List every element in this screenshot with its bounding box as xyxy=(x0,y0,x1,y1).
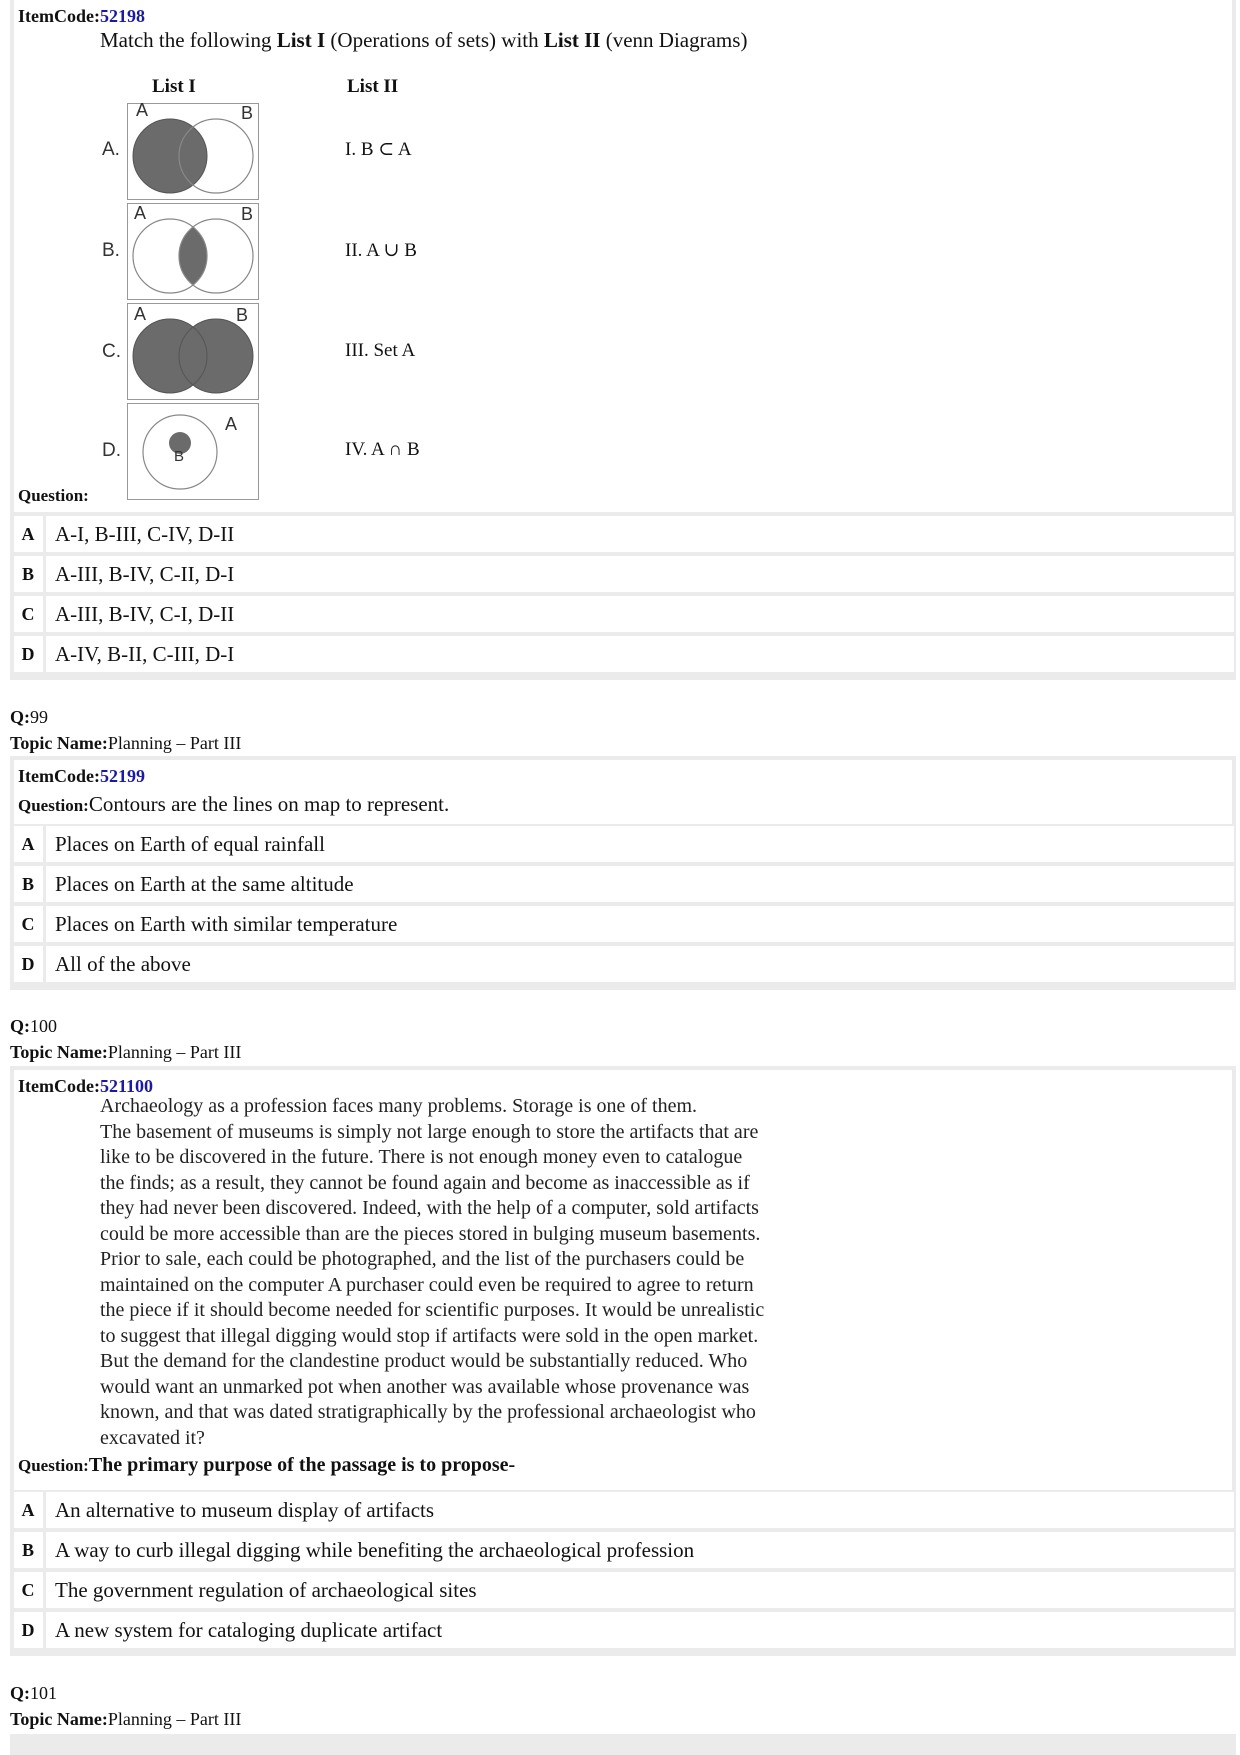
question-row xyxy=(18,1454,515,1477)
topic-name xyxy=(10,1042,241,1063)
venn-intersection-icon xyxy=(128,204,258,299)
option-letter: D xyxy=(21,954,35,974)
passage-line: the piece if it should become needed for scientific purposes. It would be unrealistic xyxy=(100,1299,765,1321)
q-label: Q: xyxy=(10,1016,30,1036)
option-d[interactable] xyxy=(14,946,1234,982)
option-text: A-I, B-III, C-IV, D-II xyxy=(55,522,235,546)
match-instruction xyxy=(100,28,747,53)
option-text: An alternative to museum display of artifacts xyxy=(55,1498,435,1522)
option-text: Places on Earth at the same altitude xyxy=(55,872,354,896)
reading-passage xyxy=(100,1094,840,1451)
question-block-101 xyxy=(10,1734,1236,1755)
option-text: Places on Earth with similar temperature xyxy=(55,912,398,936)
passage-line: maintained on the computer A purchaser could even be required to agree to return xyxy=(100,1273,754,1296)
row-label-a: A. xyxy=(102,139,120,160)
option-b[interactable] xyxy=(14,866,1234,902)
topic-value: Planning – Part III xyxy=(107,1042,242,1062)
instruction-text: Match the following xyxy=(100,28,277,52)
option-letter: B xyxy=(21,564,34,584)
topic-name xyxy=(10,733,241,754)
venn-label-b: B xyxy=(241,204,254,224)
list2-header: List II xyxy=(347,76,399,97)
option-text: A-III, B-IV, C-I, D-II xyxy=(55,602,235,626)
instruction-list2: List II xyxy=(543,28,601,52)
option-a[interactable] xyxy=(14,516,1234,552)
option-c[interactable] xyxy=(14,1572,1234,1608)
list2-item-1: I. B ⊂ A xyxy=(345,139,412,160)
list2-item-3: III. Set A xyxy=(345,340,416,361)
passage-line: The basement of museums is simply not large enough to store the artifacts that are xyxy=(100,1120,759,1143)
option-a[interactable] xyxy=(14,826,1234,862)
option-c[interactable] xyxy=(14,596,1234,632)
instruction-list1: List I xyxy=(276,28,326,52)
venn-label-a: A xyxy=(134,304,147,324)
question-row xyxy=(18,792,449,817)
option-text: A way to curb illegal digging while benefiting the archaeological profession xyxy=(55,1538,695,1562)
option-text: The government regulation of archaeological sites xyxy=(55,1578,477,1602)
passage-line: like to be discovered in the future. There is not enough money even to catalogue xyxy=(100,1146,743,1168)
question-text: The primary purpose of the passage is to propose- xyxy=(88,1454,516,1476)
option-letter: C xyxy=(21,1580,35,1600)
venn-label-b: B xyxy=(174,448,185,465)
list1-header: List I xyxy=(152,76,196,97)
item-code-value: 52198 xyxy=(99,6,145,26)
question-label: Question: xyxy=(18,486,89,505)
row-label-d: D. xyxy=(102,440,121,461)
row-label-c: C. xyxy=(102,341,121,362)
venn-subset-icon xyxy=(128,404,258,499)
topic-value: Planning – Part III xyxy=(107,1709,242,1729)
list2-item-2: II. A ∪ B xyxy=(345,240,417,261)
topic-label: Topic Name: xyxy=(10,1042,108,1062)
option-text: A-IV, B-II, C-III, D-I xyxy=(55,642,235,666)
question-label: Question: xyxy=(18,796,89,815)
option-text: All of the above xyxy=(55,952,191,976)
q-label: Q: xyxy=(10,707,30,727)
row-label-b: B. xyxy=(102,240,120,261)
venn-diagram-b xyxy=(127,203,259,300)
instruction-text-post: (venn Diagrams) xyxy=(600,28,748,52)
topic-value: Planning – Part III xyxy=(107,733,242,753)
item-code xyxy=(18,766,145,787)
venn-label-a: A xyxy=(225,414,238,434)
question-number xyxy=(10,707,48,728)
question-number xyxy=(10,1016,57,1037)
venn-label-b: B xyxy=(236,305,249,325)
passage-line: Archaeology as a profession faces many problems. Storage is one of them. xyxy=(100,1095,698,1117)
option-text: A-III, B-IV, C-II, D-I xyxy=(55,562,235,586)
option-d[interactable] xyxy=(14,636,1234,672)
topic-label: Topic Name: xyxy=(10,1709,108,1729)
item-code-value: 52199 xyxy=(99,766,145,786)
passage-line: they had never been discovered. Indeed, with the help of a computer, sold artifacts xyxy=(100,1197,759,1219)
option-c[interactable] xyxy=(14,906,1234,942)
q-number: 99 xyxy=(30,707,48,727)
venn-diagram-d xyxy=(127,403,259,500)
q-number: 100 xyxy=(30,1016,57,1036)
topic-name xyxy=(10,1709,241,1730)
option-letter: A xyxy=(21,1500,35,1520)
passage-line: would want an unmarked pot when another was available whose provenance was xyxy=(100,1375,750,1398)
venn-label-a: A xyxy=(134,203,147,223)
q-number: 101 xyxy=(30,1683,57,1703)
passage-line: known, and that was dated stratigraphically by the professional archaeologist who xyxy=(100,1401,756,1423)
venn-diagram-c xyxy=(127,303,259,400)
passage-line: But the demand for the clandestine product would be substantially reduced. Who xyxy=(100,1350,748,1372)
passage-line: to suggest that illegal digging would stop if artifacts were sold in the open market. xyxy=(100,1324,759,1347)
option-a[interactable] xyxy=(14,1492,1234,1528)
question-label: Question: xyxy=(18,1456,89,1475)
question-text: Contours are the lines on map to represent. xyxy=(88,792,450,816)
option-d[interactable] xyxy=(14,1612,1234,1648)
venn-label-a: A xyxy=(136,100,149,120)
topic-label: Topic Name: xyxy=(10,733,108,753)
item-code-label: ItemCode: xyxy=(18,766,100,786)
venn-label-b: B xyxy=(241,103,254,123)
option-text: A new system for cataloging duplicate artifact xyxy=(55,1618,443,1642)
item-code-label: ItemCode: xyxy=(18,1076,100,1096)
passage-line: Prior to sale, each could be photographed, and the list of the purchasers could be xyxy=(100,1248,745,1270)
option-letter: D xyxy=(21,644,35,664)
venn-diagram-a xyxy=(127,100,259,200)
item-code-label: ItemCode: xyxy=(18,6,100,26)
option-letter: A xyxy=(21,524,35,544)
instruction-text-mid: (Operations of sets) with xyxy=(325,28,544,52)
option-text: Places on Earth of equal rainfall xyxy=(55,832,325,856)
list2-item-4: IV. A ∩ B xyxy=(345,439,420,460)
option-letter: D xyxy=(21,1620,35,1640)
item-code-value: 521100 xyxy=(99,1076,153,1096)
question-number xyxy=(10,1683,57,1704)
option-letter: C xyxy=(21,914,35,934)
option-b[interactable] xyxy=(14,1532,1234,1568)
option-letter: C xyxy=(21,604,35,624)
passage-line: excavated it? xyxy=(100,1426,205,1449)
q-label: Q: xyxy=(10,1683,30,1703)
option-letter: B xyxy=(21,1540,34,1560)
option-letter: A xyxy=(21,834,35,854)
item-code xyxy=(18,6,145,27)
passage-line: the finds; as a result, they cannot be found again and become as inaccessible as if xyxy=(100,1171,750,1194)
option-b[interactable] xyxy=(14,556,1234,592)
passage-line: could be more accessible than are the pieces stored in bulging museum basements. xyxy=(100,1222,761,1245)
option-letter: B xyxy=(21,874,34,894)
